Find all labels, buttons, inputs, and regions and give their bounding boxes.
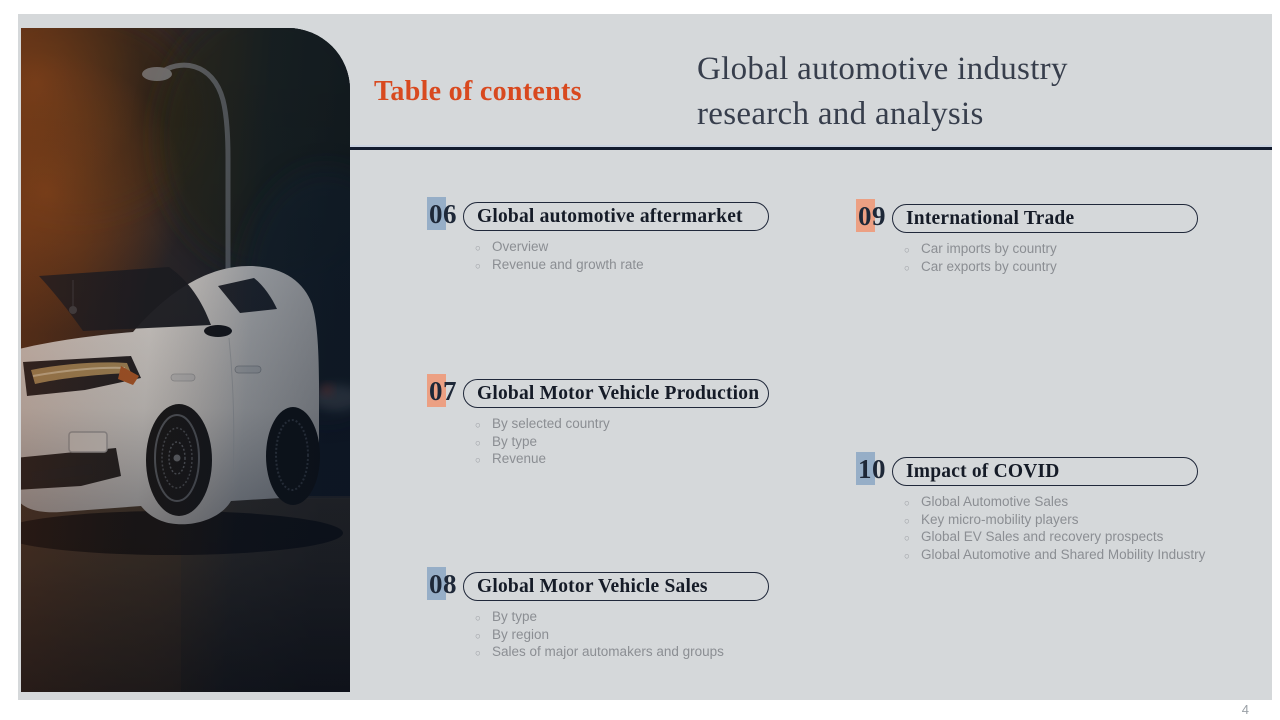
car-photo-illustration (21, 28, 350, 692)
toc-pill (892, 457, 1198, 486)
toc-bullet: ○ Overview (475, 238, 769, 256)
toc-bullet-list (856, 240, 1198, 275)
toc-number: 09 (858, 201, 886, 231)
toc-number: 07 (429, 376, 457, 406)
toc-pill-label: Global Motor Vehicle Sales (477, 575, 708, 597)
toc-pill (892, 204, 1198, 233)
toc-pill-label: International Trade (906, 207, 1075, 229)
toc-item-row (427, 197, 769, 231)
toc-pill (463, 572, 769, 601)
car-photo (21, 28, 350, 692)
toc-bullet: ○ Car exports by country (904, 258, 1198, 276)
toc-pill-label: Global automotive aftermarket (477, 205, 743, 227)
toc-pill (463, 202, 769, 231)
toc-bullet: ○ Car imports by country (904, 240, 1198, 258)
page-title-line1: Global automotive industry (697, 51, 1068, 87)
toc-number-block (427, 197, 463, 231)
toc-number-block (856, 199, 892, 233)
header-divider (350, 147, 1272, 150)
toc-number-block (856, 452, 892, 486)
toc-bullet: ○ Revenue and growth rate (475, 256, 769, 274)
toc-bullet: ○ Revenue (475, 450, 769, 468)
toc-item-row (856, 452, 1205, 486)
toc-pill (463, 379, 769, 408)
toc-item-09 (856, 199, 1198, 275)
toc-bullet: ○ By selected country (475, 415, 769, 433)
table-of-contents-heading: Table of contents (374, 76, 582, 107)
toc-bullet: ○ Key micro-mobility players (904, 511, 1205, 529)
toc-bullet: ○ Global Automotive and Shared Mobility Industry (904, 546, 1205, 564)
page-title (697, 47, 1068, 137)
toc-item-row (427, 374, 769, 408)
toc-bullet-list (427, 238, 769, 273)
toc-pill-label: Impact of COVID (906, 460, 1060, 482)
toc-number: 10 (858, 454, 886, 484)
toc-bullet-list (856, 493, 1205, 563)
toc-number: 06 (429, 199, 457, 229)
toc-pill-label: Global Motor Vehicle Production (477, 382, 760, 404)
toc-item-06 (427, 197, 769, 273)
toc-number: 08 (429, 569, 457, 599)
toc-bullet-list (427, 608, 769, 661)
toc-item-row (427, 567, 769, 601)
slide-canvas (18, 14, 1272, 700)
toc-bullet: ○ Sales of major automakers and groups (475, 643, 769, 661)
toc-number-block (427, 374, 463, 408)
toc-number-block (427, 567, 463, 601)
toc-bullet: ○ By type (475, 433, 769, 451)
toc-bullet: ○ By region (475, 626, 769, 644)
toc-bullet: ○ By type (475, 608, 769, 626)
toc-item-10 (856, 452, 1205, 563)
toc-bullet: ○ Global Automotive Sales (904, 493, 1205, 511)
toc-bullet-list (427, 415, 769, 468)
page-number: 4 (1241, 702, 1249, 717)
toc-item-row (856, 199, 1198, 233)
toc-bullet: ○ Global EV Sales and recovery prospects (904, 528, 1205, 546)
page-title-line2: research and analysis (697, 96, 984, 132)
toc-item-07 (427, 374, 769, 468)
toc-item-08 (427, 567, 769, 661)
